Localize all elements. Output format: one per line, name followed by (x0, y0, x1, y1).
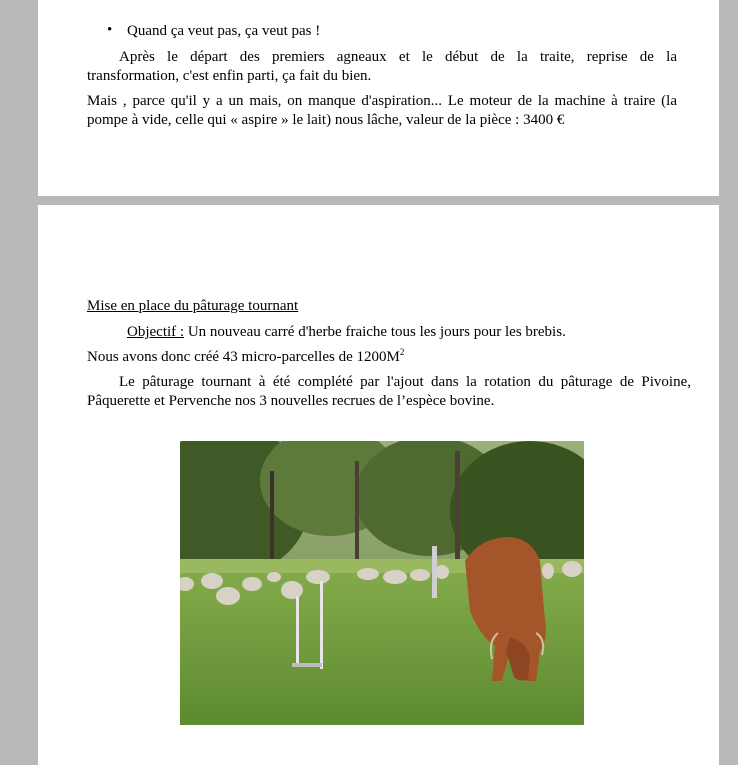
paragraph-1-line-2: transformation, c'est enfin parti, ça fait du bien. (87, 68, 372, 84)
parcelles-text: Nous avons donc créé 43 micro-parcelles de 1200M (87, 349, 400, 365)
objectif-label: Objectif : (127, 324, 185, 340)
parcelles-line (87, 348, 404, 367)
document-page-2 (38, 205, 719, 765)
paragraph-2-line-2: pompe à vide, celle qui « aspire » le lait) nous lâche, valeur de la pièce : 3400 € (87, 112, 565, 128)
parcelles-superscript: 2 (399, 347, 405, 357)
paragraph-2-line-1: Mais , parce qu'il y a un mais, on manque d'aspiration... Le moteur de la machine à traire (la (87, 93, 677, 109)
bullet-marker: • (107, 22, 113, 38)
pasture-photo (180, 441, 584, 725)
objectif-line (127, 323, 566, 342)
bullet-text: Quand ça veut pas, ça veut pas ! (127, 23, 321, 39)
paturage-paragraph-line-2: Pâquerette et Pervenche nos 3 nouvelles recrues de l’espèce bovine. (87, 393, 495, 409)
document-page-1 (38, 0, 719, 196)
paturage-paragraph-line-1: Le pâturage tournant à été complété par l'ajout dans la rotation du pâturage de Pivoine, (119, 374, 691, 390)
paragraph-1-line-1: Après le départ des premiers agneaux et le début de la traite, reprise de la (119, 49, 677, 65)
section-heading: Mise en place du pâturage tournant (87, 298, 299, 314)
objectif-text: Un nouveau carré d'herbe fraiche tous les jours pour les brebis. (184, 324, 566, 340)
pasture-photo-svg (180, 441, 584, 725)
